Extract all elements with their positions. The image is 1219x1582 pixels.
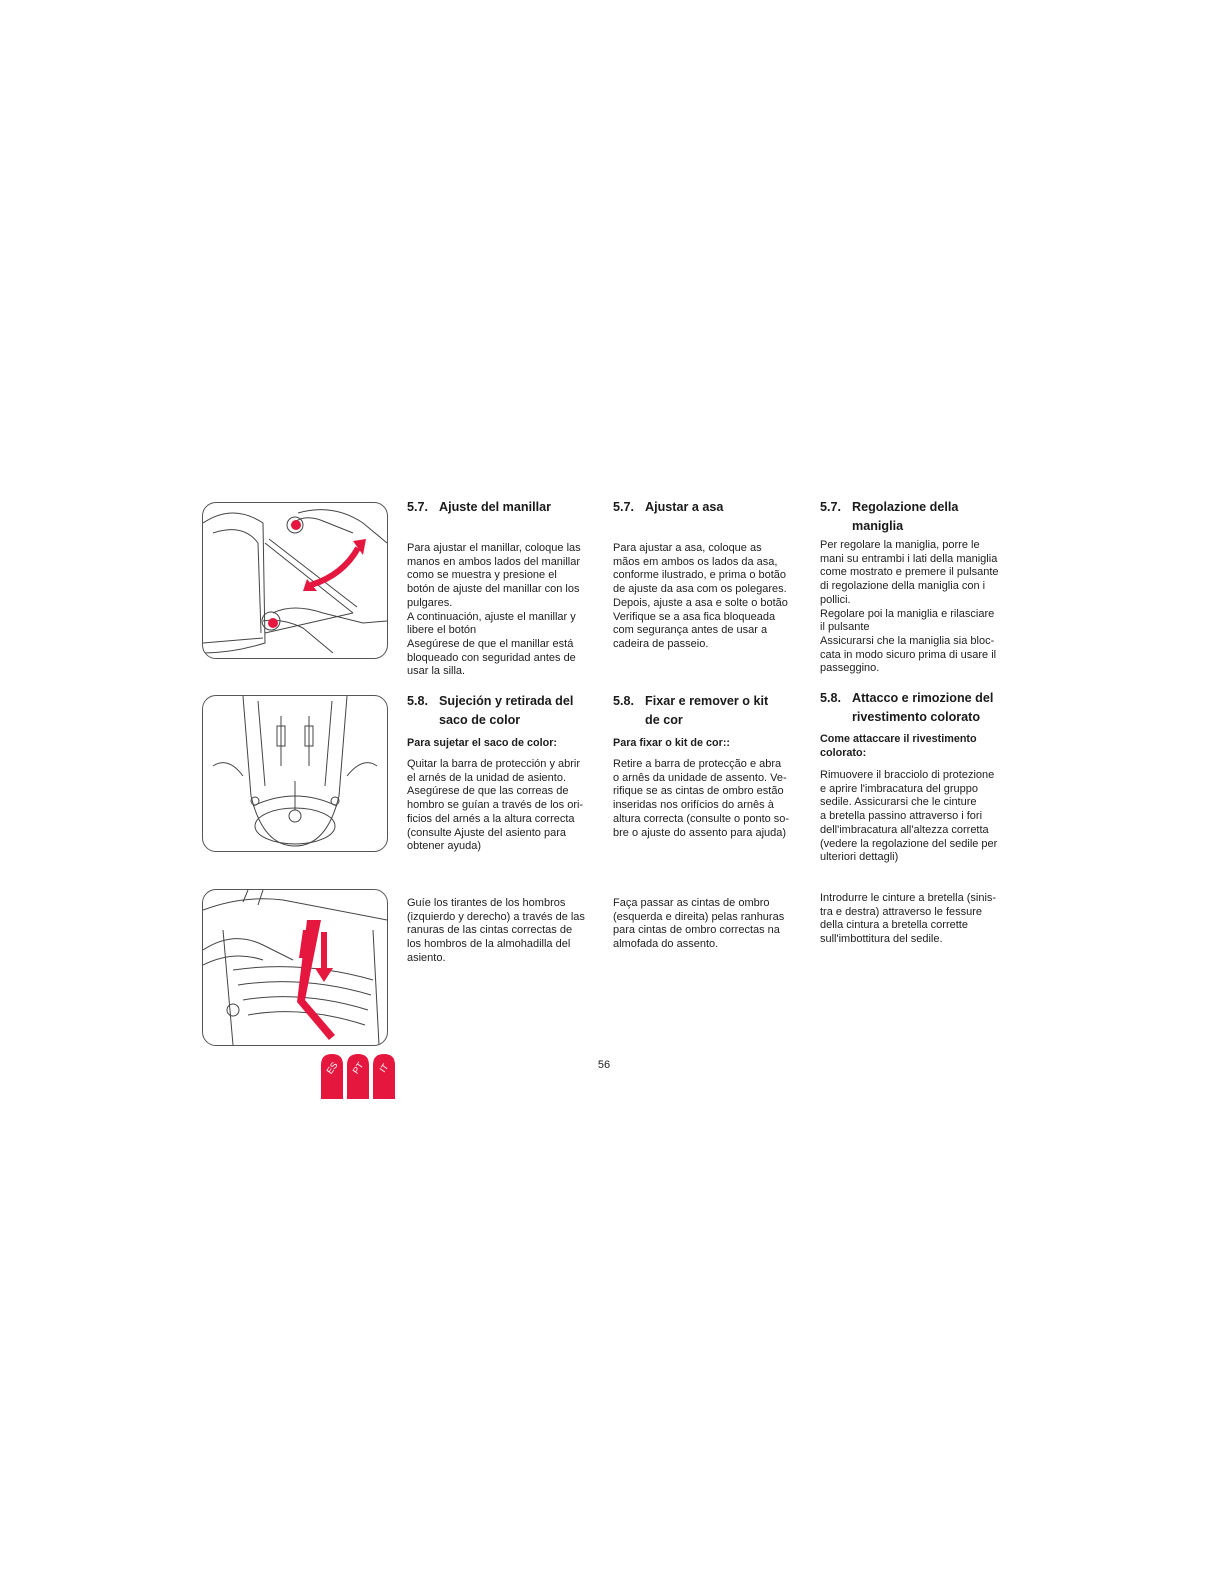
language-tab-es-label: ES bbox=[324, 1060, 340, 1076]
section-5-7-body-pt: Para ajustar a asa, coloque as mãos em ambos os lados da asa, conforme ilustrado, e prima o botão de ajuste da asa com os polegares. Depois, ajuste a asa e solte o botão Verifique se a asa fica bloqueada com segurança antes de usar a cadeira de passeio. bbox=[613, 542, 788, 650]
section-5-8-body-pt: Retire a barra de protecção e abra o arnês da unidade de assento. Ve- rifique se as cintas de ombro estão inseridas nos orifícios do arnês à altura correcta (consulte o ponto so- bre o ajuste do assento para ajuda) bbox=[613, 758, 790, 839]
section-5-8-body2-pt: Faça passar as cintas de ombro (esquerda e direita) pelas ranhuras para cintas de ombro correctas na almofada do assento. bbox=[613, 897, 785, 951]
language-tab-it-label: IT bbox=[377, 1061, 391, 1075]
section-5-8-subtitle-es: Para sujetar el saco de color: bbox=[407, 737, 558, 749]
section-5-8-body-it: Rimuovere il bracciolo di protezione e aprire l'imbracatura del gruppo sedile. Assicurarsi che le cinture a bretella passino attraverso i fori dell'imbracatura all'altezza corretta (vedere la regolazione del sedile per ulteriori dettagli) bbox=[820, 769, 998, 864]
hands-handle-illustration bbox=[203, 503, 387, 658]
section-5-8-heading-it: 5.8. Attacco e rimozione del rivestimento colorato bbox=[820, 691, 994, 724]
section-5-8-subtitle-pt: Para fixar o kit de cor:: bbox=[613, 737, 731, 749]
section-5-8-heading-pt: 5.8. Fixar e remover o kit de cor bbox=[613, 694, 769, 727]
section-5-7-heading-es: 5.7. Ajuste del manillar bbox=[407, 500, 551, 514]
section-5-7-body-it: Per regolare la maniglia, porre le mani su entrambi i lati della maniglia come mostrato e premere il pulsante di regolazione della maniglia con i pollici. Regolare poi la maniglia e rilasciare il pulsante Assicurarsi che la maniglia sia bloc- cata in modo sicuro prima di usare il passeggino. bbox=[820, 539, 999, 675]
section-5-8-heading-es: 5.8. Sujeción y retirada del saco de color bbox=[407, 694, 574, 727]
section-5-8-body-es: Quitar la barra de protección y abrir el arnés de la unidad de asiento. Asegúrese de que las correas de hombro se guían a través de los ori- ficios del arnés a la altura correcta (consulte Ajuste del asiento para obtener ayuda) bbox=[407, 758, 584, 853]
language-tab-it bbox=[373, 1054, 395, 1099]
shoulder-strap-illustration bbox=[202, 889, 388, 1046]
shoulder-strap-illustration bbox=[203, 890, 387, 1045]
language-tab-pt bbox=[347, 1054, 369, 1099]
language-tab-es bbox=[321, 1054, 343, 1099]
handle-adjust-illustration bbox=[202, 502, 388, 659]
language-tabs bbox=[320, 1053, 398, 1099]
section-5-8-body2-it: Introdurre le cinture a bretella (sinis- tra e destra) attraverso le fessure della cintura a bretella corrette sull'imbottitura del sedile. bbox=[820, 892, 997, 946]
language-tab-pt-label: PT bbox=[350, 1060, 366, 1076]
section-5-7-heading-it: 5.7. Regolazione della maniglia bbox=[820, 500, 959, 533]
page-number: 56 bbox=[597, 1059, 611, 1071]
seat-harness-illustration bbox=[203, 696, 387, 851]
section-5-8-body2-es: Guíe los tirantes de los hombros (izquierdo y derecho) a través de las ranuras de las cintas correctas de los hombros de la almohadilla del asiento. bbox=[407, 897, 585, 964]
section-5-8-subtitle-it: Come attaccare il rivestimento colorato: bbox=[820, 733, 977, 759]
section-5-7-heading-pt: 5.7. Ajustar a asa bbox=[613, 500, 724, 514]
seat-harness-illustration bbox=[202, 695, 388, 852]
section-5-7-body-es: Para ajustar el manillar, coloque las manos en ambos lados del manillar como se muestra y presione el botón de ajuste del manillar con los pulgares. A continuación, ajuste el manillar y libere el botón Asegúrese de que el manillar está bloqueado con seguridad antes de usar la silla. bbox=[407, 542, 581, 678]
